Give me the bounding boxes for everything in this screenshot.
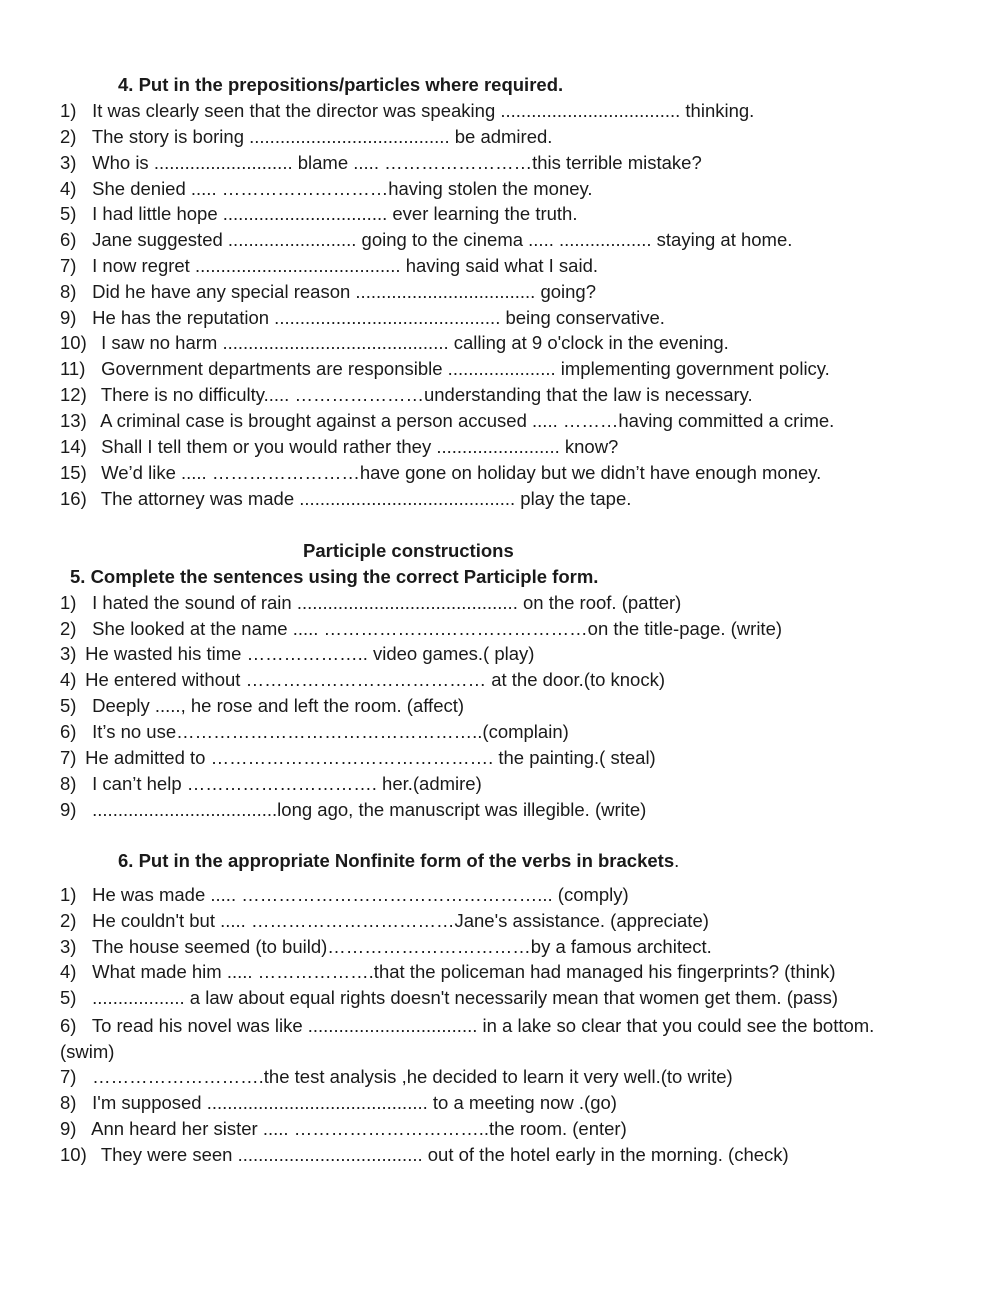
participle-constructions-title: Participle constructions [303,540,514,561]
list-item: 3) The house seemed (to build)……………………………by a famous architect. [60,936,712,957]
list-item: 3) He wasted his time ……………….. video games.( play) [60,643,535,664]
list-item: 12) There is no difficulty..... …………………understanding that the law is necessary. [60,384,753,405]
list-item: 4) What made him ..... ……………….that the policeman had managed his fingerprints? (think) [60,961,836,982]
list-item: 8) Did he have any special reason ................................... going? [60,281,597,302]
list-item: 3) Who is ........................... blame ..... ……………………this terrible mistake? [60,152,702,173]
list-item: 8) I can’t help …………………………. her.(admire) [60,773,482,794]
list-item: 15) We’d like ..... ……………………have gone on holiday but we didn’t have enough money. [60,462,822,483]
list-item: 5) Deeply ....., he rose and left the room. (affect) [60,695,465,716]
list-item: 14) Shall I tell them or you would rather they ........................ know? [60,436,619,457]
list-item: 7) He admitted to ………………………………………. the painting.( steal) [60,747,656,768]
list-item: 6) It’s no use…………………………………………..(complain) [60,721,569,742]
list-item: 2) She looked at the name ..... ……………….……………………on the title-page. (write) [60,618,783,639]
list-item: 6) To read his novel was like ................................. in a lake so clear that you could see the bottom. (swim) [60,1015,875,1062]
list-item: 4) She denied ..... ………………………having stolen the money. [60,178,593,199]
list-item: 16) The attorney was made .......................................... play the tape. [60,488,632,509]
list-item: 9) He has the reputation ............................................ being conservative. [60,307,665,328]
list-item: 9) ....................................long ago, the manuscript was illegible. (write) [60,799,647,820]
list-item: 1) I hated the sound of rain ........................................... on the roof. (patter) [60,592,682,613]
list-item: 10) I saw no harm ............................................ calling at 9 o'clock in the evening. [60,332,729,353]
section-4-title: 4. Put in the prepositions/particles where required. [118,74,564,95]
list-item: 13) A criminal case is brought against a person accused ..... ………having committed a crime. [60,410,835,431]
list-item: 2) The story is boring ....................................... be admired. [60,126,553,147]
list-item: 8) I'm supposed ........................................... to a meeting now .(go) [60,1092,617,1113]
list-item: 10) They were seen .................................... out of the hotel early in the morning. (check) [60,1144,789,1165]
list-item: 5) .................. a law about equal rights doesn't necessarily mean that women get them. (pass) [60,987,839,1008]
list-item: 11) Government departments are responsible ..................... implementing government policy. [60,358,830,379]
list-item: 2) He couldn't but ..... ……………………………Jane's assistance. (appreciate) [60,910,709,931]
list-item: 7) I now regret ........................................ having said what I said. [60,255,599,276]
list-item: 9) Ann heard her sister ..... …………………………..the room. (enter) [60,1118,627,1139]
list-item: 7) ……………………….the test analysis ,he decided to learn it very well.(to write) [60,1066,733,1087]
list-item: 6) Jane suggested ......................... going to the cinema ..... .................. staying at home. [60,229,793,250]
section-5-title: 5. Complete the sentences using the correct Participle form. [70,566,599,587]
list-item: 5) I had little hope ................................ ever learning the truth. [60,203,578,224]
list-item: 4) He entered without ………………………………… at the door.(to knock) [60,669,665,690]
section-6-title: 6. Put in the appropriate Nonfinite form of the verbs in brackets. [118,850,680,871]
list-item: 1) He was made ..... …………………………………………... (comply) [60,884,629,905]
list-item: 1) It was clearly seen that the director was speaking ................................... thinking. [60,100,755,121]
